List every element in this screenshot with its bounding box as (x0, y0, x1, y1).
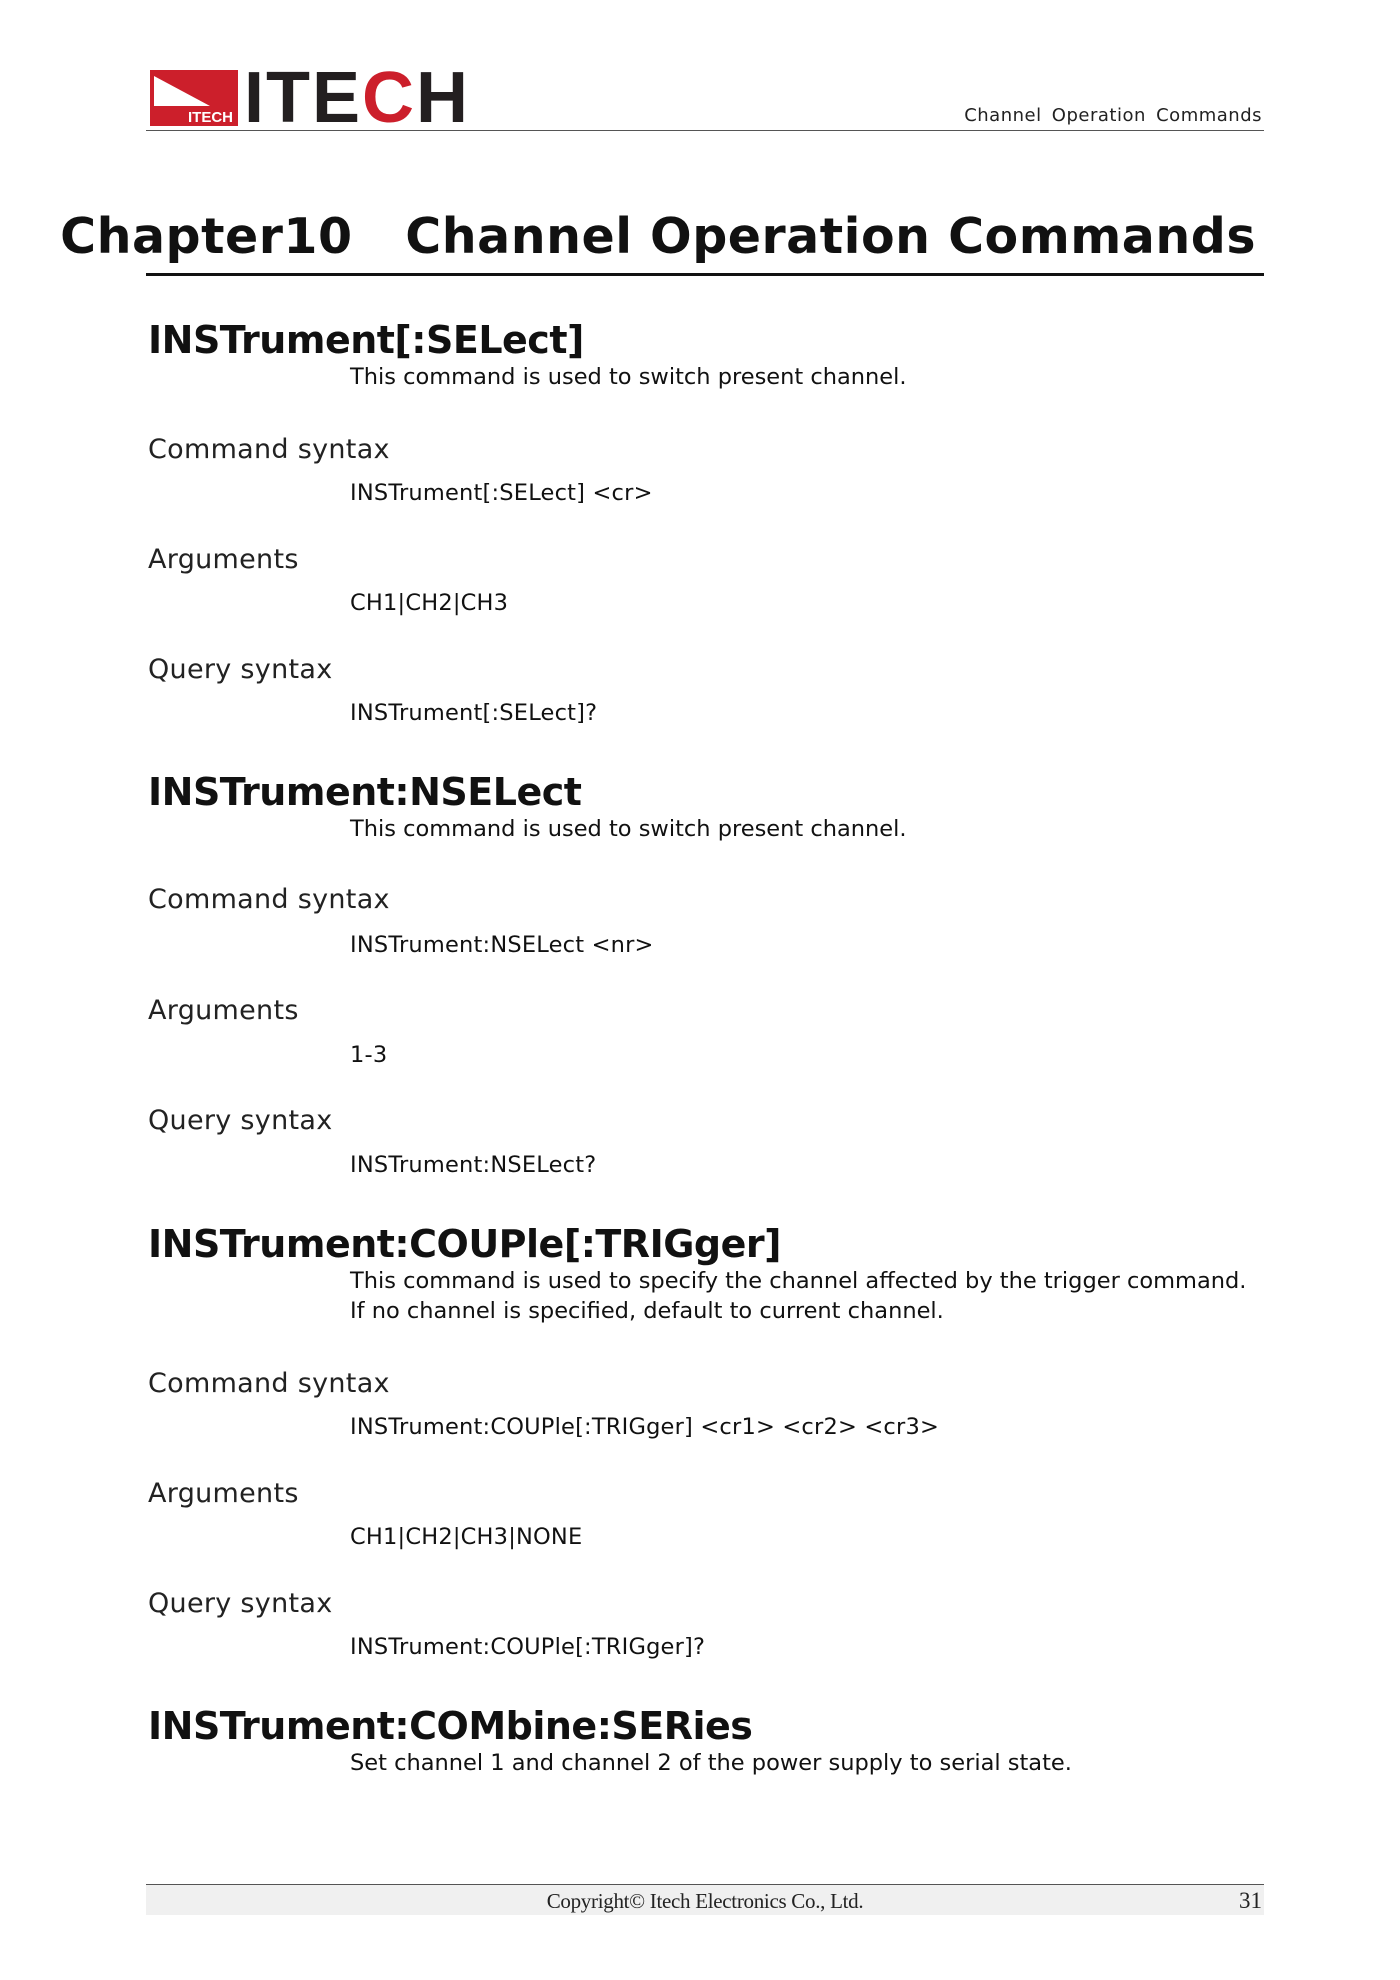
chapter-title: Chapter10 Channel Operation Commands (60, 208, 1256, 265)
command-section (148, 1222, 1268, 1326)
query-syntax-label: Query syntax (148, 654, 333, 685)
query-syntax-label: Query syntax (148, 1588, 333, 1619)
command-title: INSTrument:NSELect (148, 770, 582, 814)
command-title: INSTrument:COUPle[:TRIGger] (148, 1222, 781, 1266)
query-syntax-label: Query syntax (148, 1105, 333, 1136)
command-syntax-value: INSTrument:NSELect <nr> (350, 932, 654, 958)
logo-badge-text: ITECH (188, 109, 233, 126)
command-description: This command is used to switch present channel. (350, 816, 907, 842)
command-description: Set channel 1 and channel 2 of the power supply to serial state. (350, 1750, 1072, 1776)
query-syntax-value: INSTrument:NSELect? (350, 1152, 597, 1178)
itech-logo-badge-icon (150, 70, 238, 126)
chapter-heading (60, 200, 1264, 276)
arguments-label: Arguments (148, 1478, 299, 1509)
arguments-value: CH1|CH2|CH3|NONE (350, 1524, 583, 1550)
logo-wordmark: ITECH (244, 58, 471, 138)
running-header-title: Channel Operation Commands (964, 105, 1262, 126)
page-number: 31 (1239, 1888, 1262, 1913)
command-section (148, 770, 1268, 844)
arguments-label: Arguments (148, 544, 299, 575)
itech-logo (150, 58, 471, 138)
query-syntax-value: INSTrument:COUPle[:TRIGger]? (350, 1634, 706, 1660)
command-syntax-label: Command syntax (148, 1368, 390, 1399)
command-syntax-label: Command syntax (148, 884, 390, 915)
command-title: INSTrument:COMbine:SERies (148, 1704, 753, 1748)
command-section (148, 318, 1268, 392)
arguments-value: CH1|CH2|CH3 (350, 590, 509, 616)
page-footer (146, 1884, 1264, 1915)
command-syntax-label: Command syntax (148, 434, 390, 465)
command-description: If no channel is specified, default to current channel. (350, 1298, 944, 1324)
arguments-value: 1-3 (350, 1042, 388, 1068)
command-syntax-value: INSTrument:COUPle[:TRIGger] <cr1> <cr2> <cr3> (350, 1414, 940, 1440)
copyright-text: Copyright© Itech Electronics Co., Ltd. (546, 1889, 864, 1913)
command-description: This command is used to specify the channel affected by the trigger command. (350, 1268, 1247, 1294)
arguments-label: Arguments (148, 995, 299, 1026)
query-syntax-value: INSTrument[:SELect]? (350, 700, 598, 726)
page-header (146, 58, 1264, 138)
command-description: This command is used to switch present channel. (350, 364, 907, 390)
command-title: INSTrument[:SELect] (148, 318, 584, 362)
command-syntax-value: INSTrument[:SELect] <cr> (350, 480, 653, 506)
command-section (148, 1704, 1268, 1778)
